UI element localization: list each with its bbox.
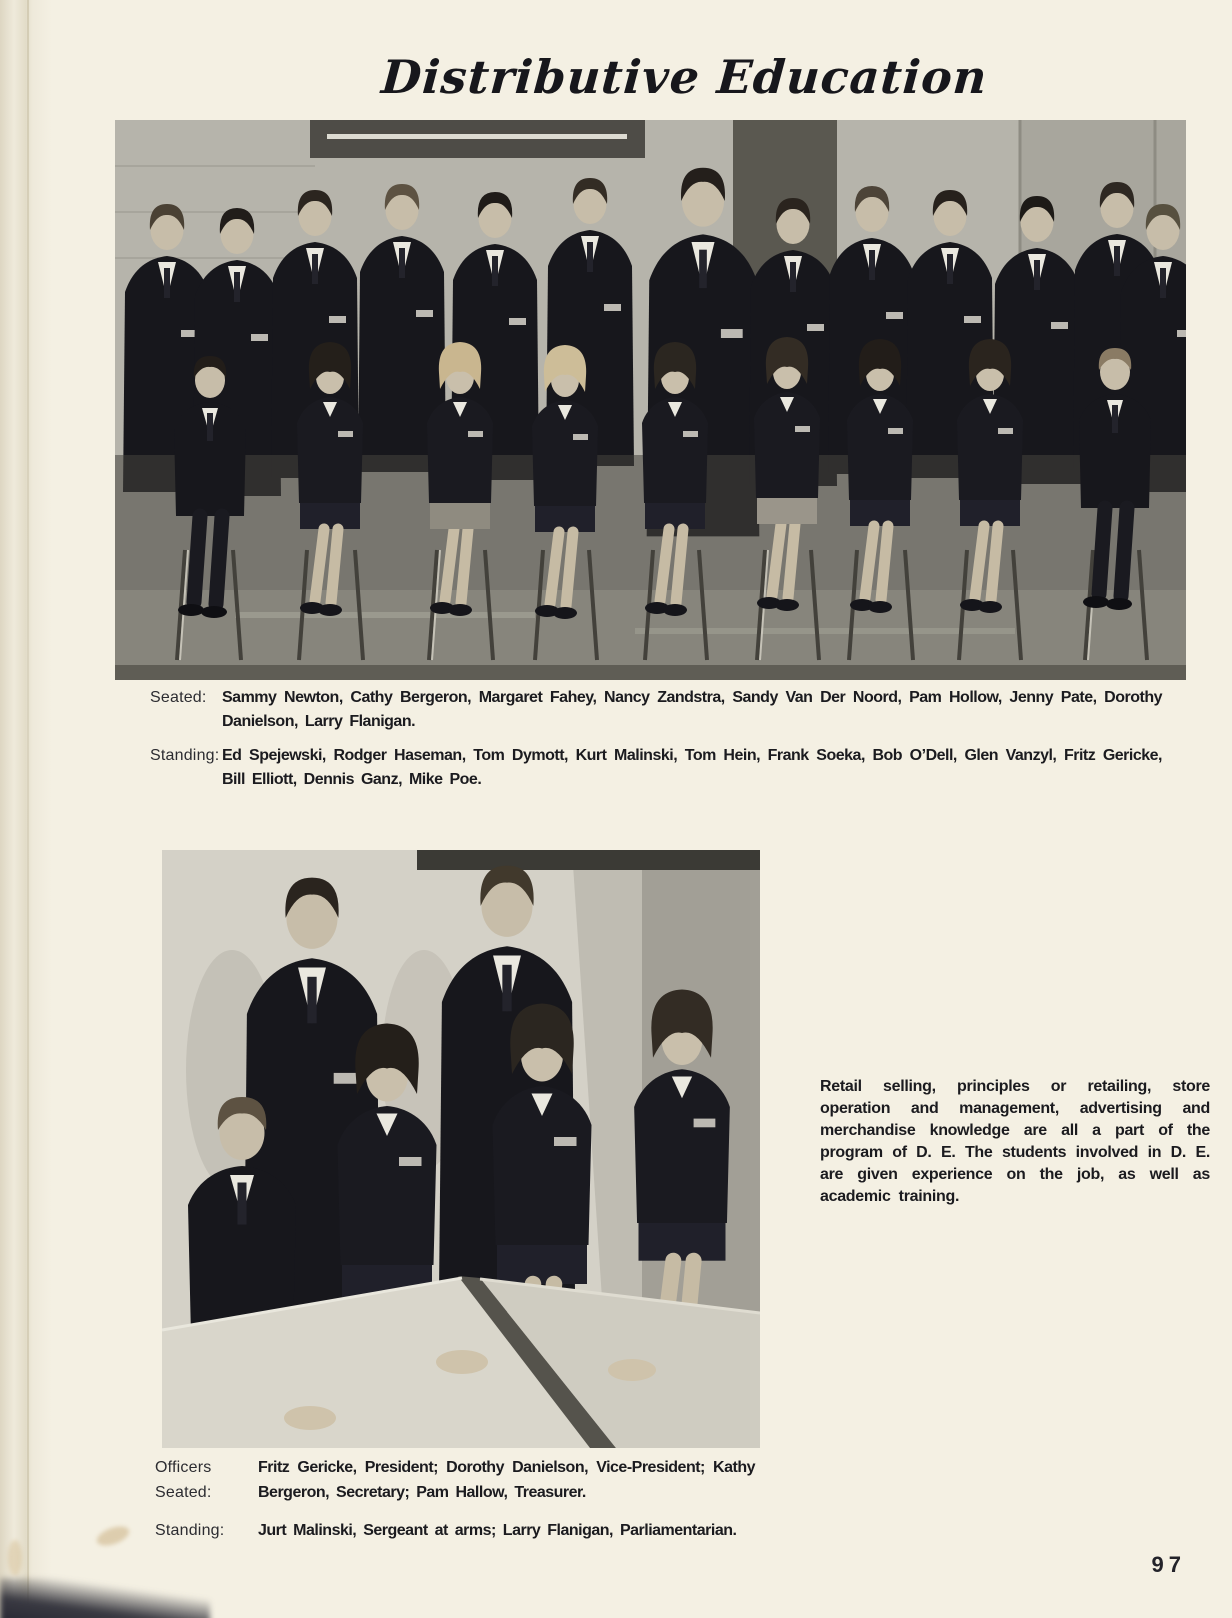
group-photo	[115, 120, 1186, 680]
standing-label: Standing:	[150, 747, 220, 764]
officers-standing-names: Jurt Malinski, Sergeant at arms; Larry Flanigan, Parliamentarian.	[258, 1522, 737, 1539]
program-description: Retail selling, principles or retailing, store operation and management, advertising and merchandise knowledge are all a part of the program of D. E. The students involved in D. E. are given experience on the job, as well as academic training.	[820, 1078, 1210, 1205]
officers-standing-caption-row	[155, 1518, 755, 1543]
ceiling-band	[417, 850, 760, 870]
group-photo-caption	[150, 686, 1162, 792]
page-binding-edge	[0, 0, 60, 1618]
standing-names: Ed Spejewski, Rodger Haseman, Tom Dymott, Kurt Malinski, Tom Hein, Frank Soeka, Bob O’Dell, Glen Vanzyl, Fritz Gericke, Bill Elliott, Dennis Ganz, Mike Poe.	[222, 747, 1162, 788]
page-stain	[94, 1523, 131, 1550]
officers-seated-label: Officers Seated:	[155, 1459, 212, 1501]
page-title: Distributive Education	[379, 50, 990, 104]
seated-label: Seated:	[150, 689, 207, 706]
officers-photo	[162, 850, 760, 1448]
officers-photo-illustration	[162, 850, 760, 1448]
seated-names: Sammy Newton, Cathy Bergeron, Margaret Fahey, Nancy Zandstra, Sandy Van Der Noord, Pam Hollow, Jenny Pate, Dorothy Danielson, Larry Flanigan.	[222, 689, 1162, 730]
page-corner-shadow	[0, 1578, 210, 1618]
officers-seated-names: Fritz Gericke, President; Dorothy Danielson, Vice-President; Kathy Bergeron, Secretary; Pam Hallow, Treasurer.	[258, 1459, 755, 1501]
seated-caption-row	[150, 686, 1162, 734]
group-photo-illustration	[115, 120, 1186, 680]
page-stain	[8, 1540, 22, 1576]
page-number: 97	[1151, 1552, 1186, 1577]
officers-standing-label: Standing:	[155, 1522, 225, 1539]
officers-photo-caption	[155, 1455, 755, 1543]
officers-seated-caption-row	[155, 1455, 755, 1505]
standing-caption-row	[150, 744, 1162, 792]
page-crease-line	[27, 0, 29, 1618]
